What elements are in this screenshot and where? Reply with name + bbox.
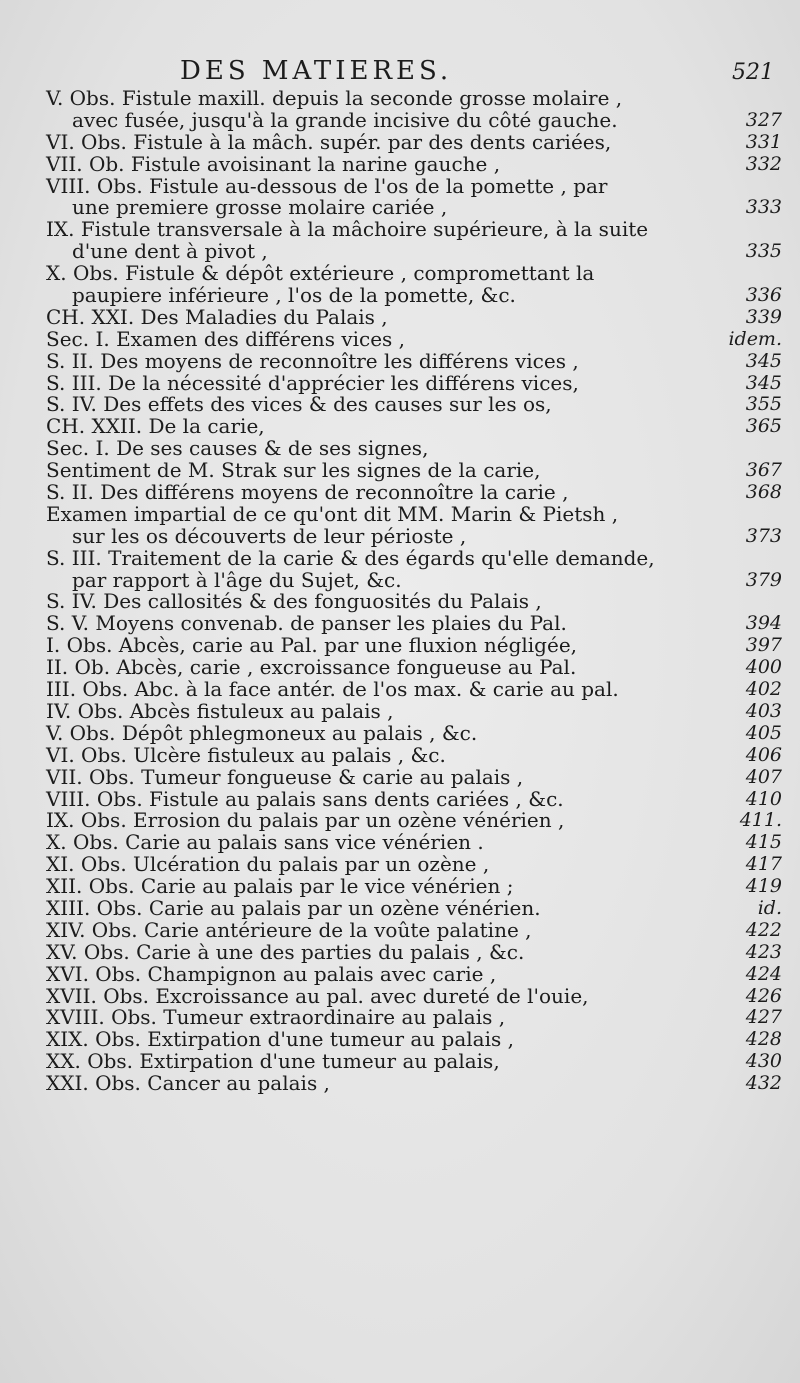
toc-entry-page: id. — [757, 896, 782, 919]
toc-entry-page: 345 — [745, 371, 782, 394]
toc-entry-text: paupiere inférieure , l'os de la pomette, &c. — [72, 283, 516, 308]
toc-entry-text: XIX. Obs. Extirpation d'une tumeur au palais , — [46, 1027, 514, 1052]
toc-entry-text: sur les os découverts de leur périoste , — [72, 523, 467, 548]
toc-entry — [46, 88, 782, 110]
toc-entry — [46, 1029, 782, 1051]
toc-entry — [46, 876, 782, 898]
toc-entry-page: 419 — [745, 875, 782, 898]
toc-entry-text: Sec. I. De ses causes & de ses signes, — [46, 436, 429, 461]
toc-entry — [46, 151, 782, 176]
toc-entry-text: S. II. Des différens moyens de reconnoître la carie , — [46, 480, 569, 505]
toc-entry — [46, 197, 782, 219]
toc-entry-text: XIV. Obs. Carie antérieure de la voûte palatine , — [46, 917, 532, 942]
toc-entry — [46, 263, 782, 285]
toc-entry-text: XI. Obs. Ulcération du palais par un ozène , — [46, 852, 490, 877]
toc-entry — [46, 1051, 782, 1073]
toc-entry-page: 379 — [745, 568, 782, 591]
toc-entry — [46, 764, 782, 789]
toc-entry-page: 427 — [745, 1006, 782, 1029]
toc-entry-page: 373 — [745, 524, 782, 547]
toc-entry-page: 423 — [745, 940, 782, 963]
toc-entry — [46, 482, 782, 504]
toc-entry-page: 430 — [745, 1050, 782, 1073]
toc-entry-text: V. Obs. Dépôt phlegmoneux au palais , &c. — [46, 720, 478, 745]
toc-entry-text: S. III. De la nécessité d'apprécier les différens vices, — [46, 370, 579, 395]
toc-entry-text: VIII. Obs. Fistule au palais sans dents cariées , &c. — [46, 786, 564, 811]
toc-entry-page: 432 — [745, 1072, 782, 1095]
toc-entry — [46, 917, 782, 942]
toc-entry-text: VIII. Obs. Fistule au-dessous de l'os de la pomette , par — [46, 173, 608, 198]
toc-entry — [46, 394, 782, 416]
toc-entry — [46, 895, 782, 920]
toc-entry — [46, 854, 782, 876]
toc-entry — [46, 173, 782, 198]
toc-entry — [46, 219, 782, 241]
toc-entry — [46, 742, 782, 767]
toc-entry-text: par rapport à l'âge du Sujet, &c. — [72, 567, 402, 592]
toc-entry-text: S. II. Des moyens de reconnoître les différens vices , — [46, 348, 579, 373]
toc-entry-page: 410 — [745, 787, 782, 810]
toc-entry-text: S. V. Moyens convenab. de panser les plaies du Pal. — [46, 611, 567, 636]
toc-entry-page: 411. — [739, 809, 782, 832]
toc-entry-text: I. Obs. Abcès, carie au Pal. par une fluxion négligée, — [46, 633, 578, 658]
toc-entry-page: 394 — [745, 612, 782, 635]
toc-entry — [46, 679, 782, 701]
toc-entry — [46, 591, 782, 613]
toc-entry — [46, 326, 782, 351]
toc-entry-text: Sec. I. Examen des différens vices , — [46, 326, 406, 351]
toc-entry — [46, 501, 782, 526]
toc-entry-text: XVII. Obs. Excroissance au pal. avec dureté de l'ouie, — [46, 983, 589, 1008]
toc-entry — [46, 698, 782, 723]
toc-entry — [46, 285, 782, 307]
toc-entry-text: XVI. Obs. Champignon au palais avec carie , — [46, 961, 497, 986]
toc-entry-text: II. Ob. Abcès, carie , excroissance fongueuse au Pal. — [46, 655, 577, 680]
toc-entry-page: 339 — [745, 305, 782, 328]
toc-entry-text: XIII. Obs. Carie au palais par un ozène vénérien. — [46, 895, 541, 920]
toc-entry-text: XV. Obs. Carie à une des parties du palais , &c. — [46, 939, 525, 964]
toc-entry-page: 365 — [745, 415, 782, 438]
toc-entry-text: IX. Fistule transversale à la mâchoire supérieure, à la suite — [46, 217, 649, 242]
toc-entry-page: 331 — [745, 130, 782, 153]
toc-entry-page: 406 — [745, 743, 782, 766]
toc-entry-page: 405 — [745, 721, 782, 744]
toc-entry — [46, 1007, 782, 1029]
toc-entry-page: 402 — [745, 678, 782, 701]
toc-entry-page: 345 — [745, 349, 782, 372]
toc-entry-text: VI. Obs. Ulcère fistuleux au palais , &c. — [46, 742, 446, 767]
toc-entry — [46, 107, 782, 132]
toc-entry-page: 335 — [745, 240, 782, 263]
toc-entry-page: 336 — [745, 284, 782, 307]
toc-entry-page: 417 — [745, 853, 782, 876]
toc-entry-text: IX. Obs. Errosion du palais par un ozène vénérien , — [46, 808, 565, 833]
toc-entry — [46, 810, 782, 832]
toc-entry — [46, 983, 782, 1008]
page-number: 521 — [732, 60, 774, 85]
toc-entry — [46, 348, 782, 373]
toc-entry-text: CH. XXII. De la carie, — [46, 414, 265, 439]
toc-entry-text: VI. Obs. Fistule à la mâch. supér. par des dents cariées, — [46, 129, 612, 154]
toc-entry-text: V. Obs. Fistule maxill. depuis la seconde grosse molaire , — [46, 86, 623, 110]
toc-entry — [46, 241, 782, 263]
toc-entry-page: 400 — [745, 656, 782, 679]
toc-entry-page: 332 — [745, 152, 782, 175]
toc-entry — [46, 523, 782, 548]
toc-entry-text: XX. Obs. Extirpation d'une tumeur au palais, — [46, 1049, 500, 1074]
toc-entry-page: 424 — [745, 962, 782, 985]
toc-entry-text: VII. Ob. Fistule avoisinant la narine gauche , — [46, 151, 501, 176]
toc-entry-page: 422 — [745, 918, 782, 941]
toc-entry-text: XII. Obs. Carie au palais par le vice vénérien ; — [46, 874, 514, 899]
toc-entry-page: 426 — [745, 984, 782, 1007]
toc-entry — [46, 460, 782, 482]
header-title: DES MATIERES. — [180, 56, 453, 86]
toc-entry — [46, 939, 782, 964]
toc-entry-page: 355 — [745, 393, 782, 416]
toc-entry — [46, 304, 782, 329]
toc-entry-text: XVIII. Obs. Tumeur extraordinaire au palais , — [46, 1005, 506, 1030]
toc-entry-text: IV. Obs. Abcès fistuleux au palais , — [46, 698, 394, 723]
toc-entry-text: avec fusée, jusqu'à la grande incisive du côté gauche. — [72, 107, 618, 132]
toc-entry-page: 403 — [745, 699, 782, 722]
toc-entry-text: XXI. Obs. Cancer au palais , — [46, 1071, 330, 1096]
toc-entry-text: VII. Obs. Tumeur fongueuse & carie au palais , — [46, 764, 524, 789]
toc-entry-text: Sentiment de M. Strak sur les signes de la carie, — [46, 458, 541, 483]
toc-entry — [46, 832, 782, 854]
toc-entry-page: 368 — [745, 481, 782, 504]
toc-entry — [46, 129, 782, 154]
toc-entry-text: S. III. Traitement de la carie & des égards qu'elle demande, — [46, 545, 655, 570]
toc-entry — [46, 1073, 782, 1095]
toc-entry-text: S. IV. Des callosités & des fonguosités du Palais , — [46, 589, 542, 614]
toc-entry — [46, 720, 782, 745]
toc-entry — [46, 545, 782, 570]
toc-entry — [46, 635, 782, 657]
toc-entry — [46, 567, 782, 592]
toc-entry-page: 415 — [745, 831, 782, 854]
toc-entry-text: CH. XXI. Des Maladies du Palais , — [46, 304, 388, 329]
toc-entry-page: 407 — [745, 765, 782, 788]
toc-entry-page: 327 — [745, 108, 782, 131]
toc-entry — [46, 786, 782, 811]
toc-entry — [46, 370, 782, 395]
toc-entry-text: Examen impartial de ce qu'ont dit MM. Marin & Pietsh , — [46, 501, 619, 526]
toc-entry-page: 397 — [745, 634, 782, 657]
toc-entry-page: 333 — [745, 196, 782, 219]
toc-entry-page: 367 — [745, 459, 782, 482]
table-of-contents — [46, 88, 782, 1095]
toc-entry — [46, 657, 782, 679]
toc-entry — [46, 613, 782, 635]
toc-entry-text: III. Obs. Abc. à la face antér. de l'os max. & carie au pal. — [46, 677, 619, 702]
toc-entry-text: X. Obs. Carie au palais sans vice vénérien . — [46, 830, 484, 855]
toc-entry-text: une premiere grosse molaire cariée , — [72, 195, 448, 220]
toc-entry-page: 428 — [745, 1028, 782, 1051]
toc-entry — [46, 438, 782, 460]
toc-entry — [46, 416, 782, 438]
toc-entry-text: d'une dent à pivot , — [72, 239, 268, 264]
toc-entry-page: idem. — [728, 327, 782, 350]
toc-entry-text: S. IV. Des effets des vices & des causes sur les os, — [46, 392, 552, 417]
toc-entry-text: X. Obs. Fistule & dépôt extérieure , compromettant la — [46, 261, 595, 286]
toc-entry — [46, 961, 782, 986]
